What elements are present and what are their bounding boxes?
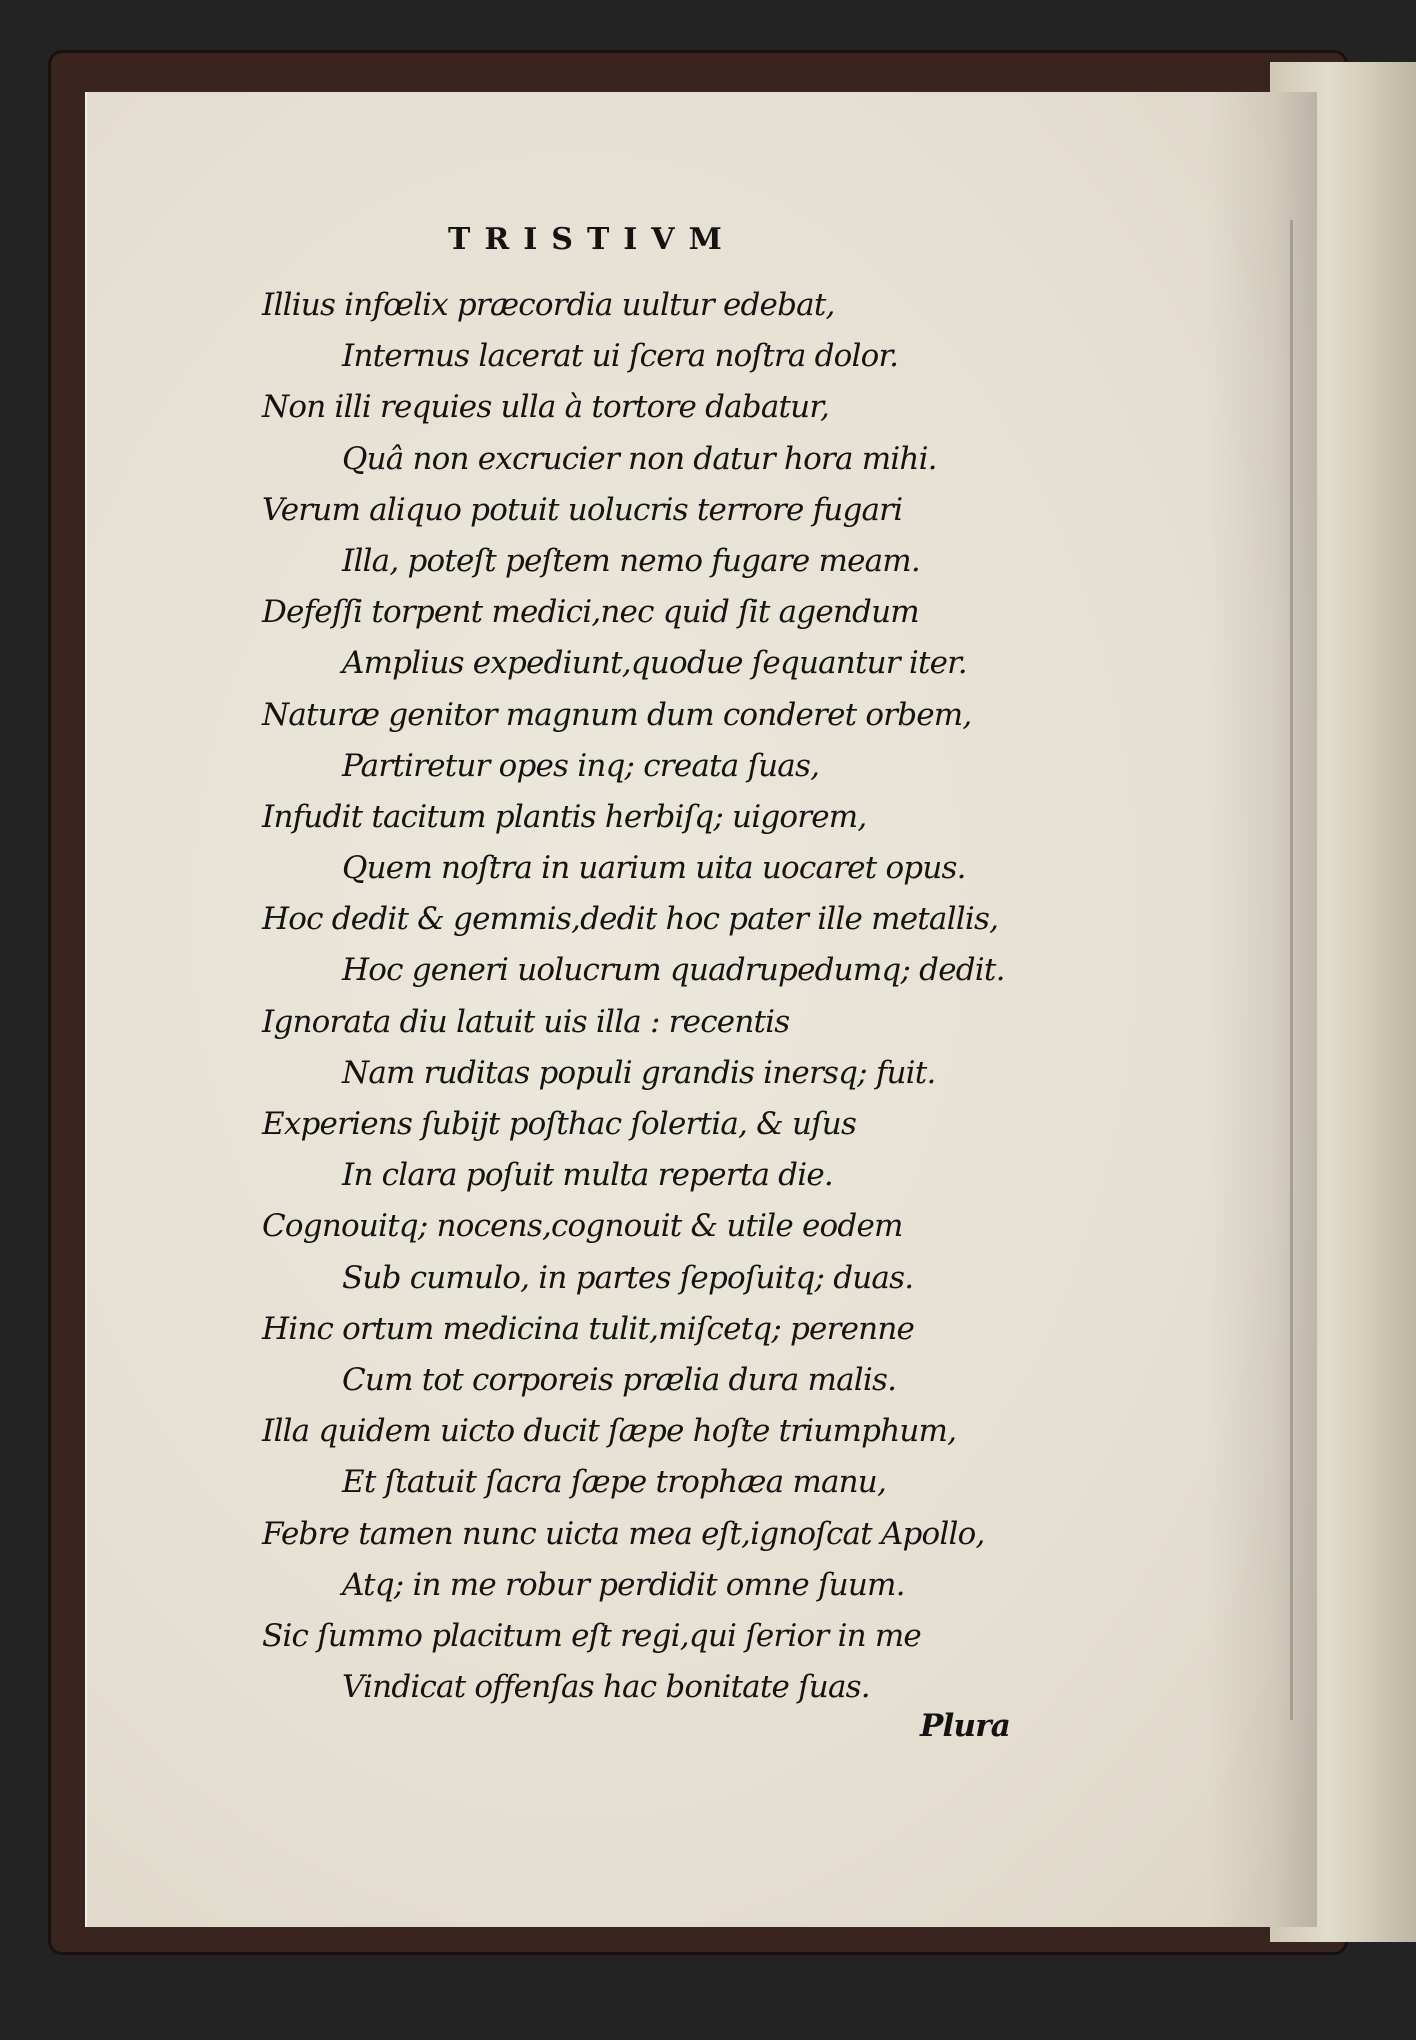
verse-line: Illius infœlix præcordia uultur edebat, [262,287,835,323]
verse-line: Cognouitq; nocens,cognouit & utile eodem [262,1208,903,1245]
verse-line: Quâ non excrucier non datur hora mihi. [342,440,937,477]
running-title: TRISTIVM [448,222,736,257]
verse-line: In clara poſuit multa reperta die. [342,1157,833,1194]
verse-line: Illa, poteſt peſtem nemo fugare meam. [342,542,920,579]
page-crease [1290,220,1293,1720]
verse-line: Amplius expediunt,quodue ſequantur iter. [342,645,967,682]
verse-line: Illa quidem uicto ducit ſæpe hoſte triumphum, [262,1413,957,1450]
verse-line: Vindicat offenſas hac bonitate ſuas. [342,1669,870,1706]
verse-line: Sic ſummo placitum eſt regi,qui ſerior in me [262,1617,921,1654]
gutter-shadow [1207,92,1317,1927]
verse-line: Infudit tacitum plantis herbiſq; uigorem, [262,798,867,835]
verse-line: Febre tamen nunc uicta mea eſt,ignoſcat Apollo, [262,1515,985,1552]
verse-line: Hinc ortum medicina tulit,miſcetq; perenne [262,1310,915,1347]
verse-line: Cum tot corporeis prælia dura malis. [342,1361,897,1398]
verse-line: Non illi requies ulla à tortore dabatur, [262,389,830,426]
verse-line: Hoc generi uolucrum quadrupedumq; dedit. [342,952,1005,989]
verse-line: Et ſtatuit ſacra ſæpe trophæa manu, [342,1464,887,1501]
verse-line: Defeſſi torpent medici,nec quid ſit agendum [262,594,919,631]
verse-line: Atq; in me robur perdidit omne ſuum. [342,1566,905,1603]
verse-line: Internus lacerat ui ſcera noſtra dolor. [342,338,899,375]
verse-line: Verum aliquo potuit uolucris terrore fugari [262,491,903,528]
verse-line: Naturæ genitor magnum dum conderet orbem, [262,696,972,733]
verse-line: Sub cumulo, in partes ſepoſuitq; duas. [342,1259,914,1296]
verse-line: Hoc dedit & gemmis,dedit hoc pater ille metallis, [262,901,999,938]
verse-line: Quem noſtra in uarium uita uocaret opus. [342,850,966,887]
verse-list [262,280,1122,1713]
catchword: Plura [920,1708,1011,1744]
verse-line: Partiretur opes inq; creata ſuas, [342,747,820,784]
verse-line: Nam ruditas populi grandis inersq; fuit. [342,1054,936,1091]
verse-line: Ignorata diu latuit uis illa : recentis [262,1003,790,1040]
verse-line: Experiens ſubijt poſthac ſolertia, & uſus [262,1106,857,1142]
